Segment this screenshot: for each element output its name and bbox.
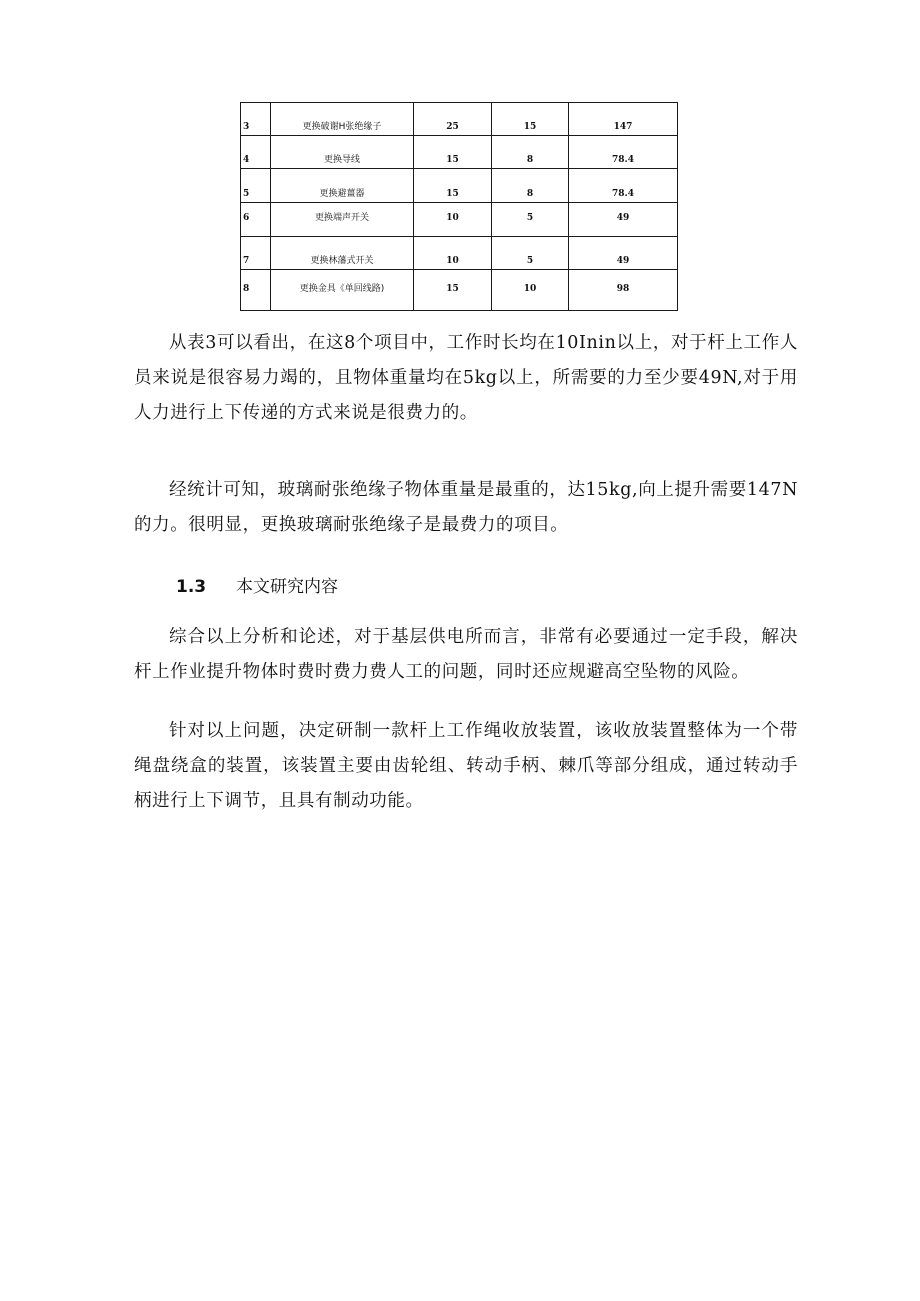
section-title: 本文研究内容 xyxy=(236,577,338,597)
item-name: 更换避薑器 xyxy=(271,169,414,203)
item-name: 更换端声开关 xyxy=(271,203,414,237)
object-weight: 10 xyxy=(492,270,569,311)
table-row xyxy=(241,136,678,169)
table-row xyxy=(241,270,678,311)
work-duration: 10 xyxy=(414,237,492,270)
table-row xyxy=(241,237,678,270)
row-number: 3 xyxy=(241,103,271,136)
paragraph-table-analysis: 从表3可以看出，在这8个项目中，工作时长均在10Inin以上，对于杆上工作人员来说是很容易力竭的，且物体重量均在5kg以上，所需要的力至少要49N,对于用人力进行上下传递的方式来说是很费力的。 xyxy=(134,333,798,423)
object-weight: 5 xyxy=(492,237,569,270)
object-weight: 5 xyxy=(492,203,569,237)
required-force: 49 xyxy=(569,203,678,237)
row-number: 8 xyxy=(241,270,271,311)
work-duration: 15 xyxy=(414,270,492,311)
item-name: 更换林藩式开关 xyxy=(271,237,414,270)
paragraph-statistics: 经统计可知，玻璃耐张绝缘子物体重量是最重的，达15kg,向上提升需要147N的力。很明显，更换玻璃耐张绝缘子是最费力的项目。 xyxy=(134,480,798,535)
row-number: 4 xyxy=(241,136,271,169)
object-weight: 8 xyxy=(492,169,569,203)
object-weight: 8 xyxy=(492,136,569,169)
item-name: 更换导线 xyxy=(271,136,414,169)
paragraph-summary: 综合以上分析和论述，对于基层供电所而言，非常有必要通过一定手段，解决杆上作业提升物体时费时费力费人工的问题，同时还应规避高空坠物的风险。 xyxy=(134,627,798,682)
required-force: 78.4 xyxy=(569,169,678,203)
required-force: 98 xyxy=(569,270,678,311)
item-name: 更换金具《单回线路) xyxy=(271,270,414,311)
table-row xyxy=(241,169,678,203)
paragraph-device-description: 针对以上问题，决定研制一款杆上工作绳收放装置，该收放装置整体为一个带绳盘绕盒的装置，该装置主要由齿轮组、转动手柄、棘爪等部分组成，通过转动手柄进行上下调节，且具有制动功能。 xyxy=(134,721,798,811)
row-number: 5 xyxy=(241,169,271,203)
work-duration: 10 xyxy=(414,203,492,237)
table-row xyxy=(241,103,678,136)
section-heading xyxy=(176,570,338,604)
data-table xyxy=(240,102,678,311)
required-force: 147 xyxy=(569,103,678,136)
required-force: 49 xyxy=(569,237,678,270)
work-duration: 25 xyxy=(414,103,492,136)
row-number: 7 xyxy=(241,237,271,270)
row-number: 6 xyxy=(241,203,271,237)
work-duration: 15 xyxy=(414,136,492,169)
item-name: 更换破谢H张绝缘子 xyxy=(271,103,414,136)
work-duration: 15 xyxy=(414,169,492,203)
section-number: 1.3 xyxy=(176,577,207,597)
table-row xyxy=(241,203,678,237)
required-force: 78.4 xyxy=(569,136,678,169)
object-weight: 15 xyxy=(492,103,569,136)
